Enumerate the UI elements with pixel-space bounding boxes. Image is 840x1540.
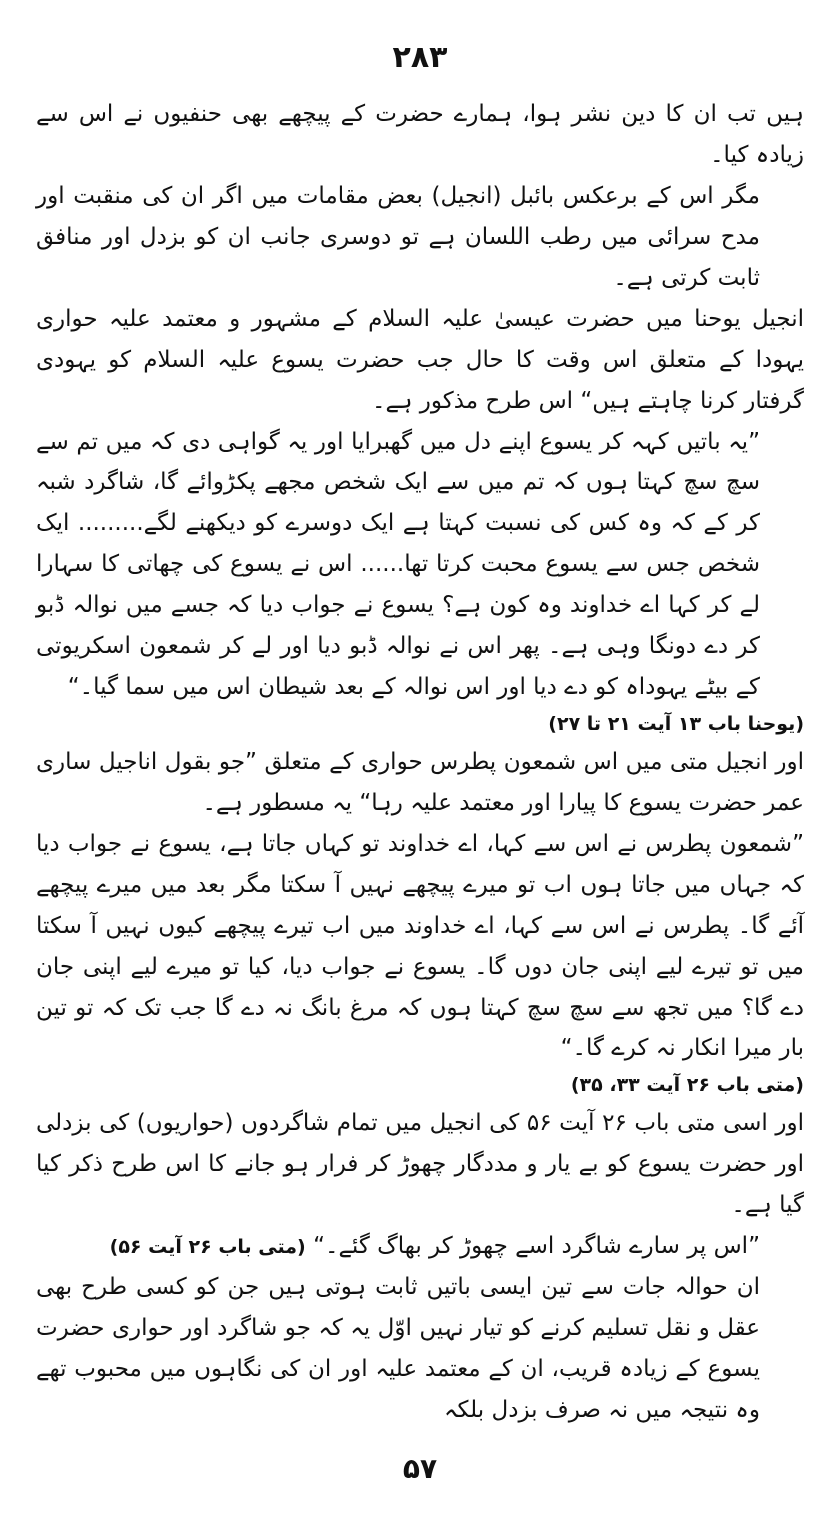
paragraph-1: ہیں تب ان کا دین نشر ہوا، ہمارے حضرت کے پیچھے بھی حنفیوں نے اس سے زیادہ کیا۔ bbox=[36, 101, 804, 168]
quote-matthew-disciples-text: ”اس پر سارے شاگرد اسے چھوڑ کر بھاگ گئے۔“ bbox=[313, 1233, 760, 1259]
page-header-number: ۲۸۳ bbox=[392, 40, 448, 75]
reference-matthew-26-56: (متی باب ۲۶ آیت ۵۶) bbox=[109, 1236, 306, 1258]
paragraph-2: مگر اس کے برعکس بائبل (انجیل) بعض مقامات میں اگر ان کی منقبت اور مدح سرائی میں رطب اللسان ہے تو دوسری جانب ان کو بزدل اور منافق ثابت کرتی ہے۔ bbox=[36, 182, 760, 291]
reference-matthew-26-33: (متی باب ۲۶ آیت ۳۳، ۳۵) bbox=[570, 1074, 804, 1097]
quote-john: ”یہ باتیں کہہ کر یسوع اپنے دل میں گھبرایا اور یہ گواہی دی کہ میں تم سے سچ سچ کہتا ہوں کہ تم میں سے ایک شخص مجھے پکڑوائے گا، شاگرد شبہ کر کے کہ وہ کس کی نسبت کہتا ہے ایک دوسرے کو دیکھنے لگے......... ایک شخص جس سے یسوع محبت کرتا تھا...... اس نے یسوع کی چھاتی کا سہارا لے کر کہا اے خداوند وہ کون ہے؟ یسوع نے جواب دیا کہ جسے میں نوالہ ڈبو کر دے دونگا وہی ہے۔ پھر اس نے نوالہ ڈبو دیا اور لے کر شمعون اسکریوتی کے بیٹے یہوداہ کو دے دیا اور اس نوالہ کے بعد شیطان اس میں سما گیا۔“ bbox=[36, 428, 760, 701]
paragraph-4: اور انجیل متی میں اس شمعون پطرس حواری کے متعلق ”جو بقول اناجیل ساری عمر حضرت یسوع کا پیارا اور معتمد علیہ رہا“ یہ مسطور ہے۔ bbox=[36, 748, 804, 816]
paragraph-3: انجیل یوحنا میں حضرت عیسیٰ علیہ السلام کے مشہور و معتمد علیہ حواری یہودا کے متعلق اس وقت کا حال جب حضرت یسوع علیہ السلام کو یہودی گرفتار کرنا چاہتے ہیں“ اس طرح مذکور ہے۔ bbox=[36, 305, 804, 414]
page-footer-number: ۵۷ bbox=[402, 1452, 438, 1485]
reference-john: (یوحنا باب ۱۳ آیت ۲۱ تا ۲۷) bbox=[548, 713, 804, 736]
page-body bbox=[36, 94, 804, 1431]
quote-matthew-peter: ”شمعون پطرس نے اس سے کہا، اے خداوند تو کہاں جاتا ہے، یسوع نے جواب دیا کہ جہاں میں جاتا ہوں اب تو میرے پیچھے نہیں آ سکتا مگر بعد میں میرے پیچھے آئے گا۔ پطرس نے اس سے کہا، اے خداوند میں اب تیرے پیچھے کیوں نہیں آ سکتا میں تو تیرے لیے اپنی جان دوں گا۔ یسوع نے جواب دیا، کیا تو میرے لیے اپنی جان دے گا؟ میں تجھ سے سچ سچ کہتا ہوں کہ مرغ بانگ نہ دے گا جب تک کہ تو تین بار میرا انکار نہ کرے گا۔“ bbox=[36, 830, 804, 1062]
paragraph-6: ان حوالہ جات سے تین ایسی باتیں ثابت ہوتی ہیں جن کو کسی طرح بھی عقل و نقل تسلیم کرنے کو تیار نہیں اوّل یہ کہ جو شاگرد اور حواری حضرت یسوع کے زیادہ قریب، ان کے معتمد علیہ اور ان کی نگاہوں میں محبوب تھے وہ نتیجہ میں نہ صرف بزدل بلکہ bbox=[36, 1273, 760, 1423]
quote-matthew-disciples bbox=[36, 1226, 804, 1267]
paragraph-5: اور اسی متی باب ۲۶ آیت ۵۶ کی انجیل میں تمام شاگردوں (حواریوں) کی بزدلی اور حضرت یسوع کو بے یار و مددگار چھوڑ کر فرار ہو جانے کا اس طرح ذکر کیا گیا ہے۔ bbox=[36, 1110, 804, 1219]
